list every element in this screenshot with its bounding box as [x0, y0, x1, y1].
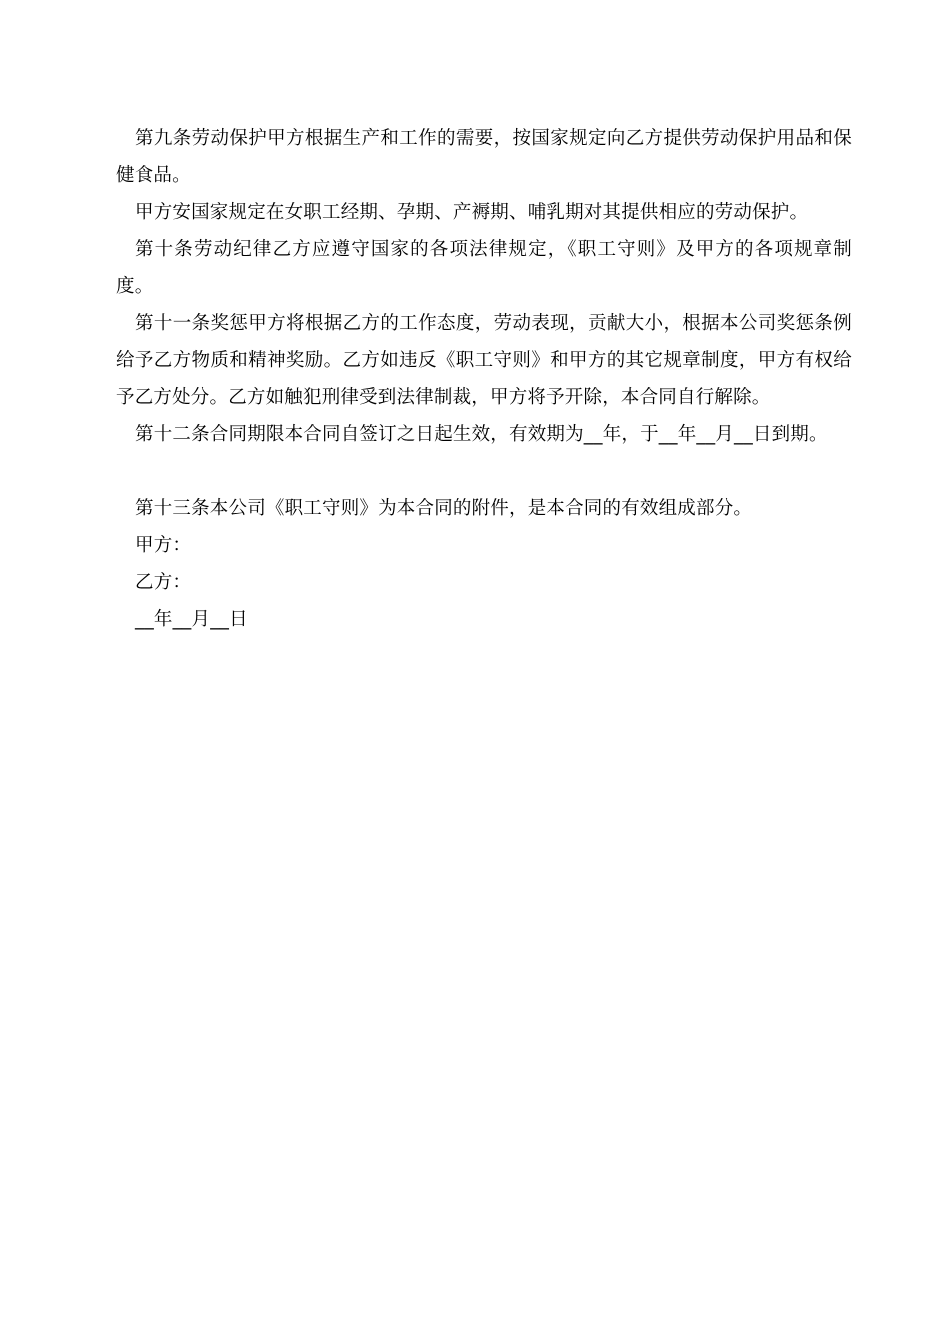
party-a-signature-line: 甲方：: [135, 535, 192, 556]
party-b-signature-line: 乙方：: [135, 572, 192, 593]
document-body: [116, 120, 852, 638]
date-line: __年__月__日: [135, 609, 248, 630]
clause-11-rewards-penalties: 第十一条奖惩甲方将根据乙方的工作态度，劳动表现，贡献大小，根据本公司奖惩条例给予乙方物质和精神奖励。乙方如违反《职工守则》和甲方的其它规章制度，甲方有权给予乙方处分。乙方如触犯刑律受到法律制裁，甲方将予开除，本合同自行解除。: [116, 313, 852, 408]
clause-13-attachment: 第十三条本公司《职工守则》为本合同的附件，是本合同的有效组成部分。: [135, 498, 753, 519]
clause-9-female-protection: 甲方安国家规定在女职工经期、孕期、产褥期、哺乳期对其提供相应的劳动保护。: [135, 202, 809, 223]
clause-12-contract-term: 第十二条合同期限本合同自签订之日起生效，有效期为__年，于__年__月__日到期。: [135, 424, 828, 445]
clause-10-labor-discipline: 第十条劳动纪律乙方应遵守国家的各项法律规定，《职工守则》及甲方的各项规章制度。: [116, 239, 852, 297]
clause-9-labor-protection: 第九条劳动保护甲方根据生产和工作的需要，按国家规定向乙方提供劳动保护用品和保健食品。: [116, 128, 852, 186]
